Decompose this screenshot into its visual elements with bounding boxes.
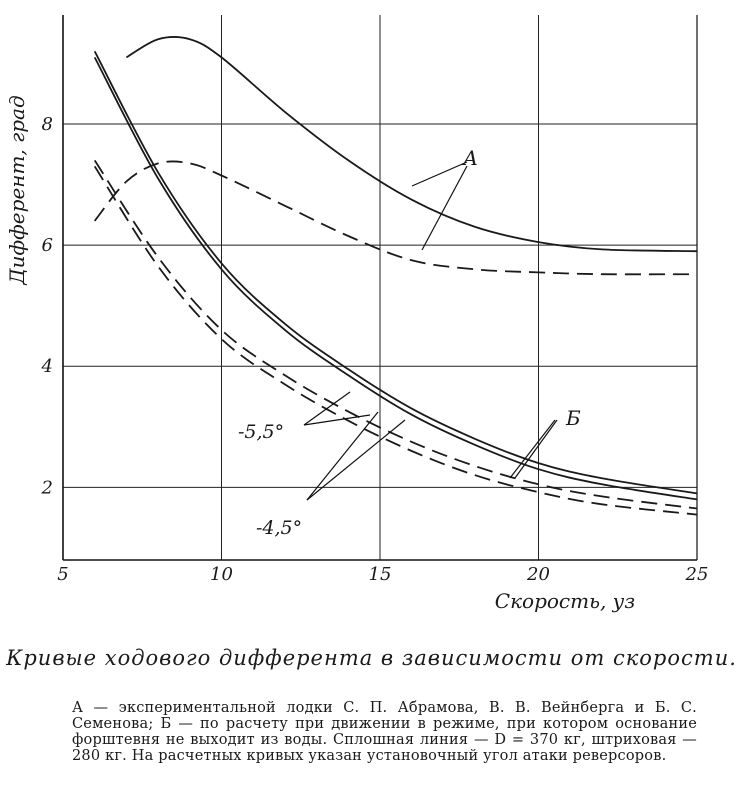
series-line-6 [95,166,697,514]
annotation-label: Б [566,406,581,430]
x-tick-label: 25 [685,564,709,585]
y-axis-label: Дифферент, град [5,95,29,285]
x-tick-label: 15 [368,564,392,585]
y-tick-label: 4 [41,356,53,378]
annotation-label: -4,5° [256,517,303,539]
x-axis-label: Скорость, уз [494,589,636,613]
series-line-2 [95,161,697,274]
series-line-1 [126,37,697,251]
annotation-leader [304,415,370,425]
annotation-leader [510,420,555,478]
annotation-leader [307,420,405,500]
series-line-5 [95,160,697,508]
series-group [95,37,697,515]
y-tick-label: 6 [41,235,53,257]
tick-labels [41,114,709,585]
figure-note: А — экспериментальной лодки С. П. Абрамова, В. В. Вейнберга и Б. С. Семенова; Б — по расчету при движении в режиме, при котором основание форштевня не выходит из воды. Сплошная линия — D = 370 кг, штриховая — 280 кг. На расчетных кривых указан установочный угол атаки реверсоров. [72,700,697,764]
annotation-leader [304,392,350,425]
annotations-group [238,146,581,539]
figure-caption: Кривые ходового дифферента в зависимости от скорости. [6,646,737,670]
annotation-label: -5,5° [238,421,285,443]
x-tick-label: 5 [57,564,69,585]
annotation-label: А [463,146,479,170]
x-tick-label: 20 [527,564,550,585]
annotation-leader [307,412,378,500]
y-tick-label: 8 [41,114,53,135]
x-tick-label: 10 [210,564,233,585]
y-tick-label: 2 [41,477,53,499]
